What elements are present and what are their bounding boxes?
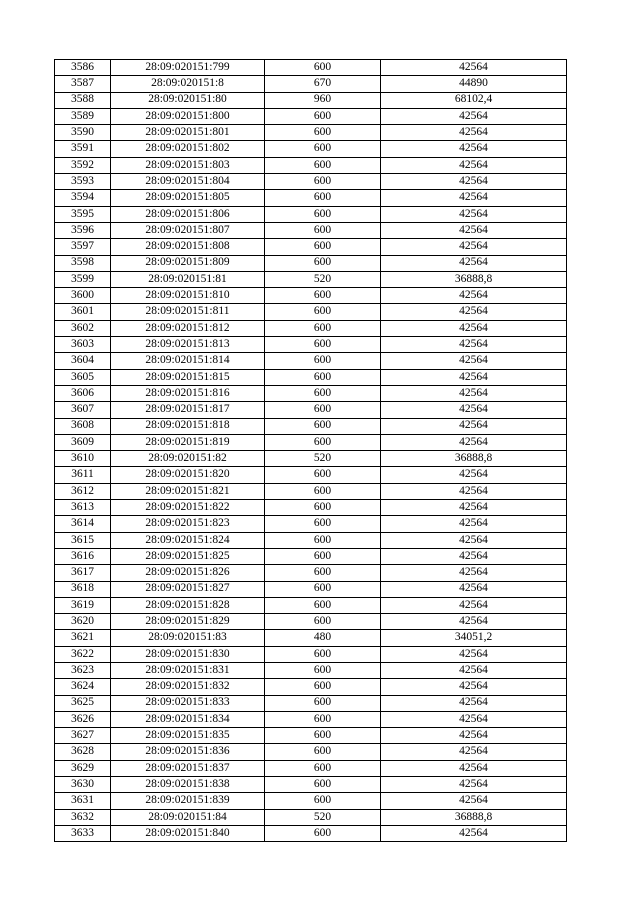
area-cell: 960: [265, 92, 381, 108]
table-row: [55, 532, 567, 548]
table-row: [55, 125, 567, 141]
table-body: [55, 60, 567, 842]
row-number-cell: 3621: [55, 630, 111, 646]
area-cell: 600: [265, 532, 381, 548]
row-number-cell: 3588: [55, 92, 111, 108]
row-number-cell: 3597: [55, 239, 111, 255]
cadastral-number-cell: 28:09:020151:807: [111, 222, 265, 238]
cadastral-number-cell: 28:09:020151:814: [111, 353, 265, 369]
table-row: [55, 385, 567, 401]
value-cell: 68102,4: [381, 92, 567, 108]
cadastral-number-cell: 28:09:020151:835: [111, 728, 265, 744]
row-number-cell: 3631: [55, 793, 111, 809]
row-number-cell: 3599: [55, 271, 111, 287]
area-cell: 600: [265, 353, 381, 369]
table-row: [55, 190, 567, 206]
cadastral-number-cell: 28:09:020151:826: [111, 565, 265, 581]
cadastral-number-cell: 28:09:020151:823: [111, 516, 265, 532]
row-number-cell: 3593: [55, 174, 111, 190]
row-number-cell: 3628: [55, 744, 111, 760]
table-row: [55, 337, 567, 353]
table-row: [55, 369, 567, 385]
row-number-cell: 3608: [55, 418, 111, 434]
row-number-cell: 3624: [55, 679, 111, 695]
row-number-cell: 3623: [55, 662, 111, 678]
table-row: [55, 271, 567, 287]
cadastral-number-cell: 28:09:020151:806: [111, 206, 265, 222]
table-row: [55, 483, 567, 499]
row-number-cell: 3602: [55, 320, 111, 336]
table-row: [55, 451, 567, 467]
value-cell: 42564: [381, 565, 567, 581]
cadastral-number-cell: 28:09:020151:827: [111, 581, 265, 597]
area-cell: 600: [265, 402, 381, 418]
row-number-cell: 3619: [55, 597, 111, 613]
value-cell: 42564: [381, 418, 567, 434]
cadastral-number-cell: 28:09:020151:829: [111, 614, 265, 630]
cadastral-number-cell: 28:09:020151:81: [111, 271, 265, 287]
area-cell: 600: [265, 793, 381, 809]
value-cell: 42564: [381, 206, 567, 222]
table-row: [55, 581, 567, 597]
table-row: [55, 320, 567, 336]
table-row: [55, 662, 567, 678]
value-cell: 42564: [381, 157, 567, 173]
area-cell: 600: [265, 174, 381, 190]
value-cell: 42564: [381, 288, 567, 304]
row-number-cell: 3598: [55, 255, 111, 271]
row-number-cell: 3600: [55, 288, 111, 304]
table-row: [55, 679, 567, 695]
table-row: [55, 614, 567, 630]
value-cell: 42564: [381, 711, 567, 727]
value-cell: 42564: [381, 125, 567, 141]
area-cell: 600: [265, 255, 381, 271]
value-cell: 42564: [381, 646, 567, 662]
cadastral-number-cell: 28:09:020151:830: [111, 646, 265, 662]
row-number-cell: 3589: [55, 108, 111, 124]
cadastral-number-cell: 28:09:020151:820: [111, 467, 265, 483]
table-row: [55, 353, 567, 369]
row-number-cell: 3594: [55, 190, 111, 206]
value-cell: 42564: [381, 793, 567, 809]
table-row: [55, 728, 567, 744]
table-row: [55, 777, 567, 793]
area-cell: 600: [265, 337, 381, 353]
table-row: [55, 174, 567, 190]
row-number-cell: 3626: [55, 711, 111, 727]
value-cell: 42564: [381, 581, 567, 597]
area-cell: 600: [265, 190, 381, 206]
value-cell: 42564: [381, 467, 567, 483]
table-row: [55, 222, 567, 238]
area-cell: 600: [265, 239, 381, 255]
row-number-cell: 3605: [55, 369, 111, 385]
value-cell: 42564: [381, 483, 567, 499]
cadastral-number-cell: 28:09:020151:837: [111, 760, 265, 776]
area-cell: 480: [265, 630, 381, 646]
area-cell: 600: [265, 711, 381, 727]
table-row: [55, 646, 567, 662]
table-row: [55, 630, 567, 646]
table-row: [55, 60, 567, 76]
row-number-cell: 3632: [55, 809, 111, 825]
row-number-cell: 3587: [55, 76, 111, 92]
row-number-cell: 3617: [55, 565, 111, 581]
row-number-cell: 3616: [55, 548, 111, 564]
row-number-cell: 3618: [55, 581, 111, 597]
row-number-cell: 3629: [55, 760, 111, 776]
area-cell: 520: [265, 451, 381, 467]
value-cell: 42564: [381, 304, 567, 320]
table-row: [55, 141, 567, 157]
row-number-cell: 3611: [55, 467, 111, 483]
row-number-cell: 3586: [55, 60, 111, 76]
value-cell: 34051,2: [381, 630, 567, 646]
row-number-cell: 3607: [55, 402, 111, 418]
cadastral-number-cell: 28:09:020151:805: [111, 190, 265, 206]
value-cell: 42564: [381, 337, 567, 353]
table-row: [55, 793, 567, 809]
table-row: [55, 76, 567, 92]
area-cell: 600: [265, 646, 381, 662]
area-cell: 600: [265, 581, 381, 597]
value-cell: 42564: [381, 695, 567, 711]
row-number-cell: 3633: [55, 825, 111, 841]
area-cell: 600: [265, 695, 381, 711]
area-cell: 600: [265, 516, 381, 532]
area-cell: 600: [265, 548, 381, 564]
value-cell: 44890: [381, 76, 567, 92]
cadastral-number-cell: 28:09:020151:836: [111, 744, 265, 760]
area-cell: 600: [265, 825, 381, 841]
value-cell: 42564: [381, 141, 567, 157]
row-number-cell: 3630: [55, 777, 111, 793]
cadastral-number-cell: 28:09:020151:832: [111, 679, 265, 695]
area-cell: 600: [265, 467, 381, 483]
table-row: [55, 92, 567, 108]
cadastral-number-cell: 28:09:020151:828: [111, 597, 265, 613]
table-row: [55, 809, 567, 825]
row-number-cell: 3612: [55, 483, 111, 499]
area-cell: 600: [265, 320, 381, 336]
value-cell: 42564: [381, 679, 567, 695]
value-cell: 36888,8: [381, 809, 567, 825]
table-row: [55, 744, 567, 760]
table-row: [55, 288, 567, 304]
cadastral-number-cell: 28:09:020151:812: [111, 320, 265, 336]
cadastral-number-cell: 28:09:020151:825: [111, 548, 265, 564]
area-cell: 600: [265, 206, 381, 222]
value-cell: 42564: [381, 320, 567, 336]
value-cell: 42564: [381, 222, 567, 238]
value-cell: 42564: [381, 174, 567, 190]
value-cell: 42564: [381, 60, 567, 76]
cadastral-number-cell: 28:09:020151:801: [111, 125, 265, 141]
row-number-cell: 3595: [55, 206, 111, 222]
table-row: [55, 304, 567, 320]
table-row: [55, 760, 567, 776]
row-number-cell: 3601: [55, 304, 111, 320]
row-number-cell: 3596: [55, 222, 111, 238]
area-cell: 600: [265, 369, 381, 385]
area-cell: 600: [265, 385, 381, 401]
row-number-cell: 3614: [55, 516, 111, 532]
row-number-cell: 3615: [55, 532, 111, 548]
cadastral-number-cell: 28:09:020151:809: [111, 255, 265, 271]
row-number-cell: 3604: [55, 353, 111, 369]
row-number-cell: 3590: [55, 125, 111, 141]
value-cell: 42564: [381, 777, 567, 793]
value-cell: 42564: [381, 190, 567, 206]
value-cell: 42564: [381, 500, 567, 516]
area-cell: 600: [265, 662, 381, 678]
value-cell: 42564: [381, 402, 567, 418]
cadastral-number-cell: 28:09:020151:831: [111, 662, 265, 678]
cadastral-number-cell: 28:09:020151:840: [111, 825, 265, 841]
area-cell: 600: [265, 108, 381, 124]
value-cell: 42564: [381, 255, 567, 271]
cadastral-number-cell: 28:09:020151:838: [111, 777, 265, 793]
cadastral-number-cell: 28:09:020151:84: [111, 809, 265, 825]
value-cell: 42564: [381, 516, 567, 532]
table-row: [55, 206, 567, 222]
row-number-cell: 3592: [55, 157, 111, 173]
table-row: [55, 548, 567, 564]
table-row: [55, 434, 567, 450]
cadastral-number-cell: 28:09:020151:813: [111, 337, 265, 353]
cadastral-number-cell: 28:09:020151:80: [111, 92, 265, 108]
cadastral-number-cell: 28:09:020151:834: [111, 711, 265, 727]
value-cell: 42564: [381, 662, 567, 678]
cadastral-number-cell: 28:09:020151:819: [111, 434, 265, 450]
cadastral-number-cell: 28:09:020151:839: [111, 793, 265, 809]
cadastral-number-cell: 28:09:020151:800: [111, 108, 265, 124]
area-cell: 600: [265, 614, 381, 630]
cadastral-number-cell: 28:09:020151:822: [111, 500, 265, 516]
area-cell: 600: [265, 434, 381, 450]
cadastral-number-cell: 28:09:020151:804: [111, 174, 265, 190]
area-cell: 600: [265, 304, 381, 320]
table-row: [55, 467, 567, 483]
area-cell: 600: [265, 288, 381, 304]
area-cell: 600: [265, 141, 381, 157]
area-cell: 600: [265, 500, 381, 516]
table-row: [55, 825, 567, 841]
row-number-cell: 3620: [55, 614, 111, 630]
value-cell: 42564: [381, 548, 567, 564]
value-cell: 36888,8: [381, 451, 567, 467]
value-cell: 42564: [381, 614, 567, 630]
value-cell: 42564: [381, 108, 567, 124]
table-row: [55, 239, 567, 255]
area-cell: 520: [265, 271, 381, 287]
cadastral-number-cell: 28:09:020151:817: [111, 402, 265, 418]
row-number-cell: 3603: [55, 337, 111, 353]
table-row: [55, 711, 567, 727]
area-cell: 600: [265, 679, 381, 695]
area-cell: 670: [265, 76, 381, 92]
cadastral-number-cell: 28:09:020151:811: [111, 304, 265, 320]
area-cell: 600: [265, 597, 381, 613]
area-cell: 600: [265, 157, 381, 173]
cadastral-number-cell: 28:09:020151:802: [111, 141, 265, 157]
area-cell: 600: [265, 728, 381, 744]
table-row: [55, 108, 567, 124]
cadastral-number-cell: 28:09:020151:818: [111, 418, 265, 434]
cadastral-number-cell: 28:09:020151:8: [111, 76, 265, 92]
table-row: [55, 565, 567, 581]
row-number-cell: 3627: [55, 728, 111, 744]
value-cell: 42564: [381, 744, 567, 760]
cadastral-number-cell: 28:09:020151:833: [111, 695, 265, 711]
table-row: [55, 500, 567, 516]
value-cell: 42564: [381, 239, 567, 255]
area-cell: 600: [265, 760, 381, 776]
area-cell: 520: [265, 809, 381, 825]
value-cell: 42564: [381, 353, 567, 369]
cadastral-number-cell: 28:09:020151:824: [111, 532, 265, 548]
value-cell: 42564: [381, 760, 567, 776]
table-row: [55, 516, 567, 532]
area-cell: 600: [265, 483, 381, 499]
cadastral-number-cell: 28:09:020151:803: [111, 157, 265, 173]
value-cell: 42564: [381, 825, 567, 841]
table-row: [55, 255, 567, 271]
value-cell: 36888,8: [381, 271, 567, 287]
row-number-cell: 3609: [55, 434, 111, 450]
cadastral-number-cell: 28:09:020151:808: [111, 239, 265, 255]
table-row: [55, 157, 567, 173]
cadastral-number-cell: 28:09:020151:82: [111, 451, 265, 467]
table-row: [55, 695, 567, 711]
area-cell: 600: [265, 60, 381, 76]
value-cell: 42564: [381, 728, 567, 744]
cadastral-number-cell: 28:09:020151:816: [111, 385, 265, 401]
table-row: [55, 402, 567, 418]
row-number-cell: 3625: [55, 695, 111, 711]
cadastral-number-cell: 28:09:020151:821: [111, 483, 265, 499]
area-cell: 600: [265, 565, 381, 581]
row-number-cell: 3622: [55, 646, 111, 662]
value-cell: 42564: [381, 434, 567, 450]
value-cell: 42564: [381, 597, 567, 613]
row-number-cell: 3606: [55, 385, 111, 401]
cadastral-number-cell: 28:09:020151:83: [111, 630, 265, 646]
table-row: [55, 418, 567, 434]
value-cell: 42564: [381, 369, 567, 385]
row-number-cell: 3591: [55, 141, 111, 157]
area-cell: 600: [265, 222, 381, 238]
value-cell: 42564: [381, 385, 567, 401]
data-table: [54, 59, 567, 842]
value-cell: 42564: [381, 532, 567, 548]
cadastral-number-cell: 28:09:020151:810: [111, 288, 265, 304]
area-cell: 600: [265, 777, 381, 793]
row-number-cell: 3613: [55, 500, 111, 516]
area-cell: 600: [265, 125, 381, 141]
cadastral-number-cell: 28:09:020151:799: [111, 60, 265, 76]
area-cell: 600: [265, 744, 381, 760]
area-cell: 600: [265, 418, 381, 434]
table-row: [55, 597, 567, 613]
row-number-cell: 3610: [55, 451, 111, 467]
cadastral-number-cell: 28:09:020151:815: [111, 369, 265, 385]
